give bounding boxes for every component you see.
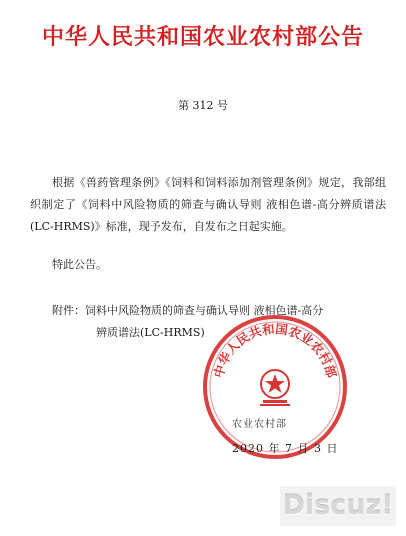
body-paragraph: 根据《兽药管理条例》《饲料和饲料添加剂管理条例》规定，我部组织制定了《饲料中风险物质的筛查与确认导则 液相色谱-高分辨质谱法(LC-HRMS)》标准，现予发布，自发布之日起实施。	[30, 176, 386, 233]
document-number: 第 312 号	[178, 99, 228, 112]
attachment-line-2: 辨质谱法(LC-HRMS)	[96, 326, 205, 339]
document-title: 中华人民共和国农业农村部公告	[41, 25, 364, 50]
document-date: 2020 年 7 月 3 日	[232, 442, 339, 455]
attachment-line-1: 附件：饲料中风险物质的筛查与确认导则 液相色谱-高分	[52, 304, 324, 317]
notice-text: 特此公告。	[52, 258, 107, 271]
seal-signature: 农业农村部	[232, 419, 287, 430]
discuz-watermark: Discuz!	[280, 486, 396, 526]
seal-text-path: 中华人民共和国农业农村部	[210, 321, 340, 380]
national-emblem-icon	[260, 370, 290, 406]
